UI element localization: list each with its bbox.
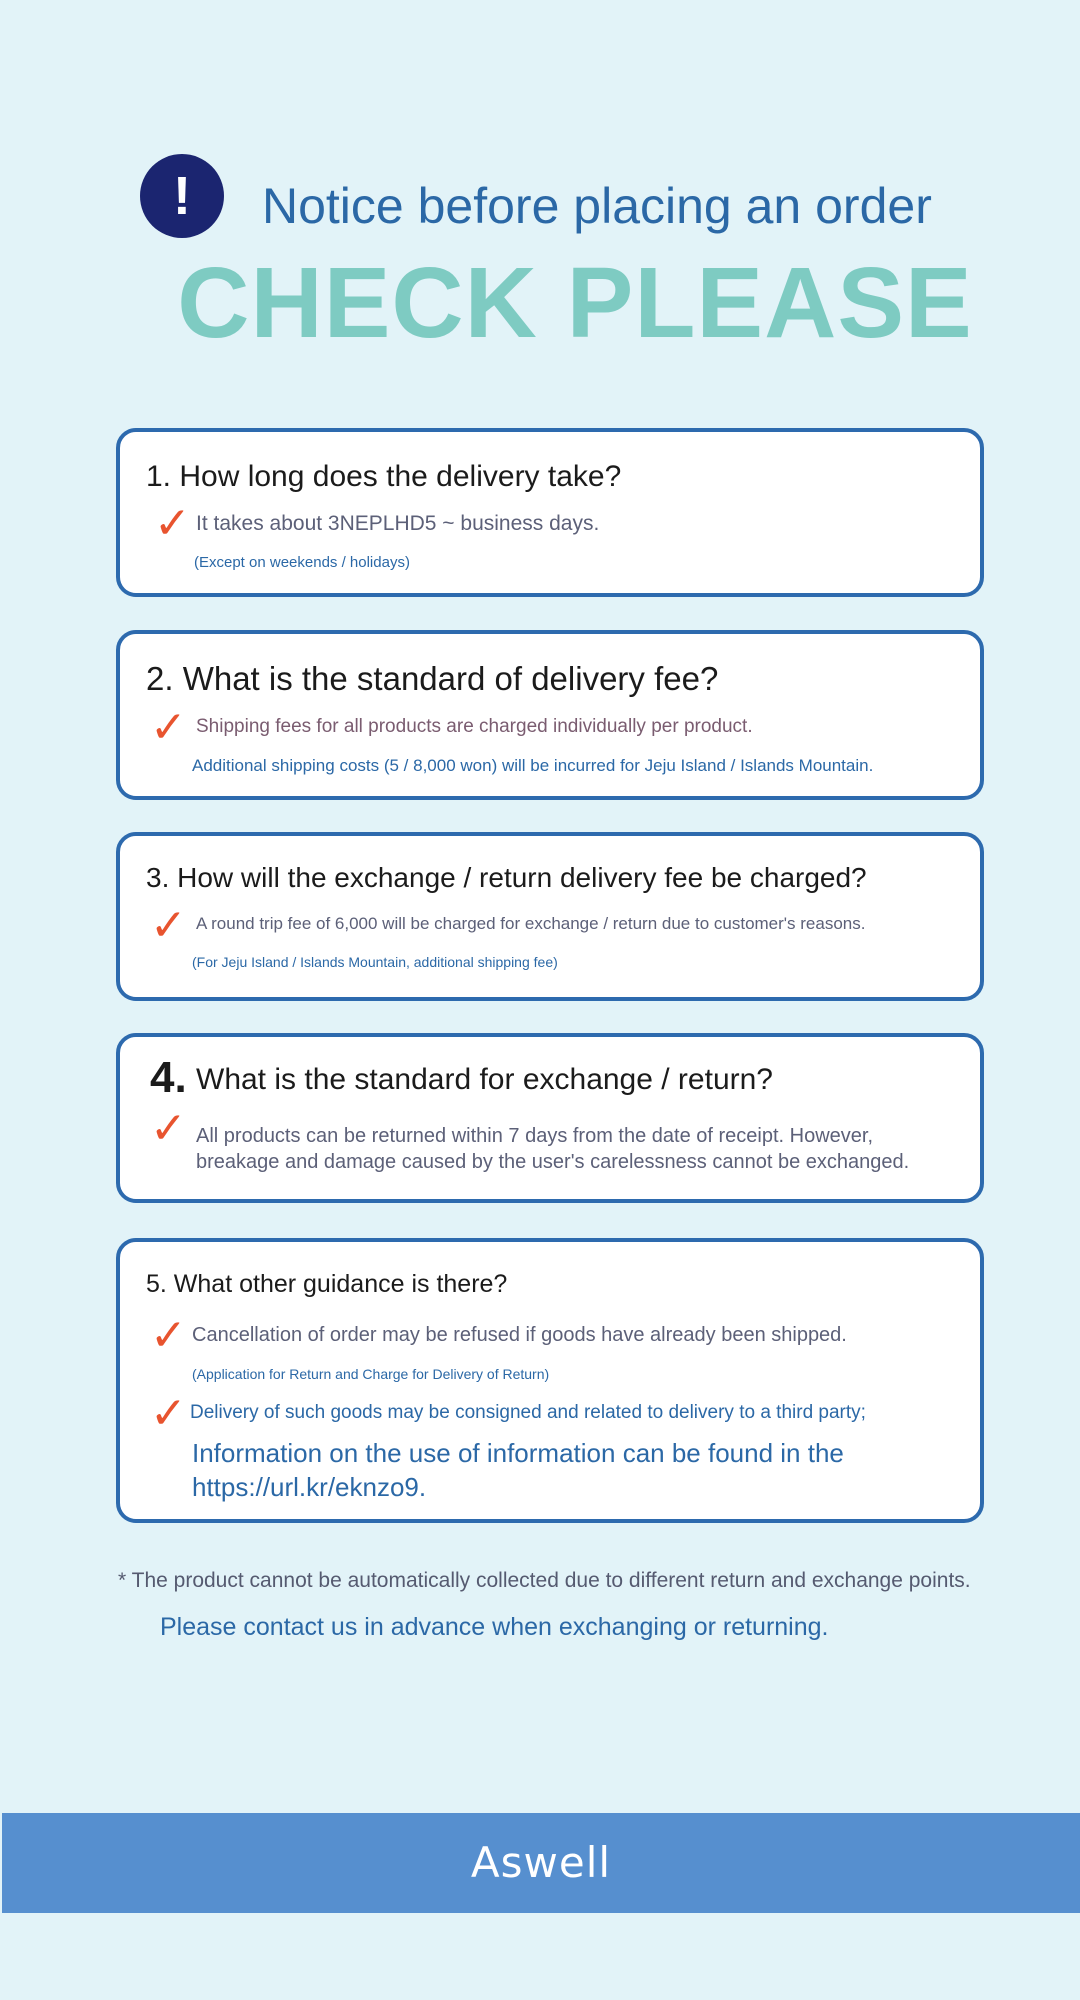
card-answer: A round trip fee of 6,000 will be charged for exchange / return due to customer's reasons. <box>196 914 866 933</box>
card-question: 2. What is the standard of delivery fee? <box>146 660 719 697</box>
card-answer-line1: All products can be returned within 7 days from the date of receipt. However, <box>196 1125 874 1147</box>
card-note: (Application for Return and Charge for Delivery of Return) <box>192 1366 550 1382</box>
card-answer: It takes about 3NEPLHD5 ~ business days. <box>196 512 600 535</box>
faq-card-delivery-time <box>116 428 984 597</box>
card-info-url[interactable]: https://url.kr/eknzo9. <box>192 1472 427 1502</box>
card-answer-line2: breakage and damage caused by the user's carelessness cannot be exchanged. <box>196 1151 910 1173</box>
card-question: What is the standard for exchange / return? <box>196 1063 773 1096</box>
card-answer: Cancellation of order may be refused if goods have already been shipped. <box>192 1324 847 1346</box>
card-question: 1. How long does the delivery take? <box>146 460 622 493</box>
check-mark-icon: ✓ <box>150 1104 187 1153</box>
brand-bar <box>2 1813 1080 1913</box>
notice-exclamation-icon: ! <box>140 154 224 238</box>
faq-card-other-guidance <box>116 1238 984 1523</box>
card-note: (Except on weekends / holidays) <box>194 554 410 571</box>
card-question: 5. What other guidance is there? <box>146 1270 508 1298</box>
card-note: (For Jeju Island / Islands Mountain, additional shipping fee) <box>192 954 558 970</box>
contact-note: Please contact us in advance when exchanging or returning. <box>160 1613 829 1641</box>
brand-logo-text: Aswell <box>470 1838 612 1887</box>
check-please-heading: CHECK PLEASE <box>177 247 973 359</box>
footnote: * The product cannot be automatically collected due to different return and exchange points. <box>118 1569 971 1592</box>
card-info-line: Information on the use of information can be found in the <box>192 1438 844 1468</box>
check-mark-icon: ✓ <box>150 1311 187 1360</box>
card-answer: Shipping fees for all products are charged individually per product. <box>196 716 753 737</box>
check-mark-icon: ✓ <box>150 1389 187 1438</box>
faq-card-return-standard <box>116 1033 984 1203</box>
card-question: 3. How will the exchange / return delivery fee be charged? <box>146 862 867 893</box>
faq-card-return-fee <box>116 832 984 1001</box>
card-question-number: 4. <box>150 1053 187 1102</box>
card-answer-third-party: Delivery of such goods may be consigned and related to delivery to a third party; <box>190 1402 866 1423</box>
check-mark-icon: ✓ <box>150 703 187 752</box>
check-mark-icon: ✓ <box>154 499 191 548</box>
card-note: Additional shipping costs (5 / 8,000 won) will be incurred for Jeju Island / Islands Mountain. <box>192 756 874 775</box>
check-mark-icon: ✓ <box>150 901 187 950</box>
faq-card-delivery-fee <box>116 630 984 800</box>
notice-title: Notice before placing an order <box>262 178 932 234</box>
